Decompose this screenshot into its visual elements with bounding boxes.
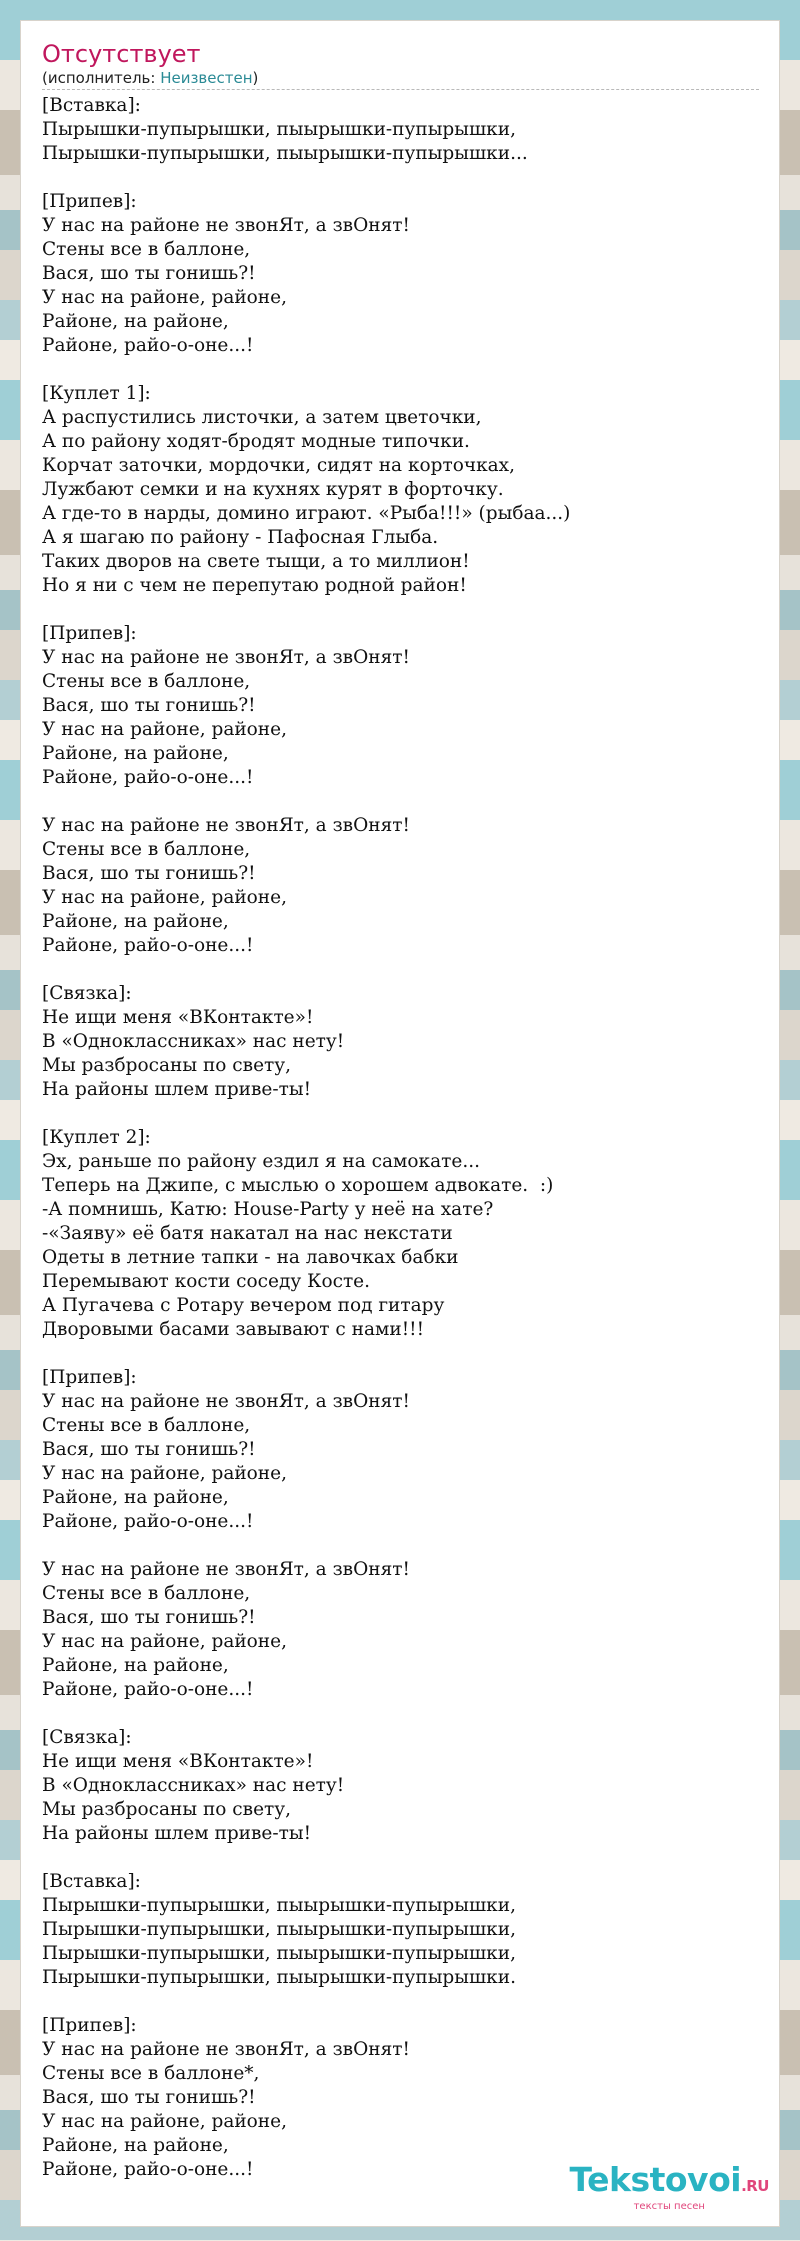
performer-link[interactable]: Неизвестен <box>160 69 253 87</box>
song-title: Отсутствует <box>42 40 201 68</box>
lyrics-card <box>21 21 779 2226</box>
performer-suffix: ) <box>252 69 259 87</box>
logo-wordmark <box>569 2160 769 2203</box>
lyrics-text: [Вставка]: Пырышки-пупырышки, пыырышки-пупырышки, Пырышки-пупырышки, пыырышки-пупырышки... [Припев]: У нас на районе не звонЯт, а звОнят! Стены все в баллоне, Вася, шо ты гонишь?! У нас на районе, районе, Районе, на районе, Районе, райо-о-оне...! [Куплет 1]: А распустились листочки, а затем цветочки, А по району ходят-бродят модные типочки. Корчат заточки, мордочки, сидят на корточках, Лужбают семки и на кухнях курят в форточку. А где-то в нарды, домино играют. «Рыба!!!» (рыбаа...) А я шагаю по району - Пафосная Глыба. Таких дворов на свете тыщи, а то миллион! Но я ни с чем не перепутаю родной район! [Припев]: У нас на районе не звонЯт, а звОнят! Стены все в баллоне, Вася, шо ты гонишь?! У нас на районе, районе, Районе, на районе, Районе, райо-о-оне...! У нас на районе не звонЯт, а звОнят! Стены все в баллоне, Вася, шо ты гонишь?! У нас на районе, районе, Районе, на районе, Районе, райо-о-оне...! [Связка]: Не ищи меня «ВКонтакте»! В «Одноклассниках» нас нету! Мы разбросаны по свету, На районы шлем приве-ты! [Куплет 2]: Эх, раньше по району ездил я на самокате... Теперь на Джипе, с мыслью о хорошем адвокате. :) -А помнишь, Катю: House-Party у неё на хате? -«Заяву» её батя накатал на нас некстати Одеты в летние тапки - на лавочках бабки Перемывают кости соседу Косте. А Пугачева с Ротару вечером под гитару Дворовыми басами завывают с нами!!! [Припев]: У нас на районе не звонЯт, а звОнят! Стены все в баллоне, Вася, шо ты гонишь?! У нас на районе, районе, Районе, на районе, Районе, райо-о-оне...! У нас на районе не звонЯт, а звОнят! Стены все в баллоне, Вася, шо ты гонишь?! У нас на районе, районе, Районе, на районе, Районе, райо-о-оне...! [Связка]: Не ищи меня «ВКонтакте»! В «Одноклассниках» нас нету! Мы разбросаны по свету, На районы шлем приве-ты! [Вставка]: Пырышки-пупырышки, пыырышки-пупырышки, Пырышки-пупырышки, пыырышки-пупырышки, Пырышки-пупырышки, пыырышки-пупырышки, Пырышки-пупырышки, пыырышки-пупырышки. [Припев]: У нас на районе не звонЯт, а звОнят! Стены все в баллоне*, Вася, шо ты гонишь?! У нас на районе, районе, Районе, на районе, Районе, райо-о-оне...! <box>42 95 571 2180</box>
site-logo[interactable] <box>569 2160 769 2212</box>
logo-tagline: тексты песен <box>633 2201 705 2212</box>
performer-prefix: (исполнитель: <box>42 69 161 87</box>
logo-tld: .RU <box>741 2177 769 2195</box>
logo-brand: Tekstovoi <box>569 2160 742 2199</box>
song-meta <box>42 69 759 90</box>
